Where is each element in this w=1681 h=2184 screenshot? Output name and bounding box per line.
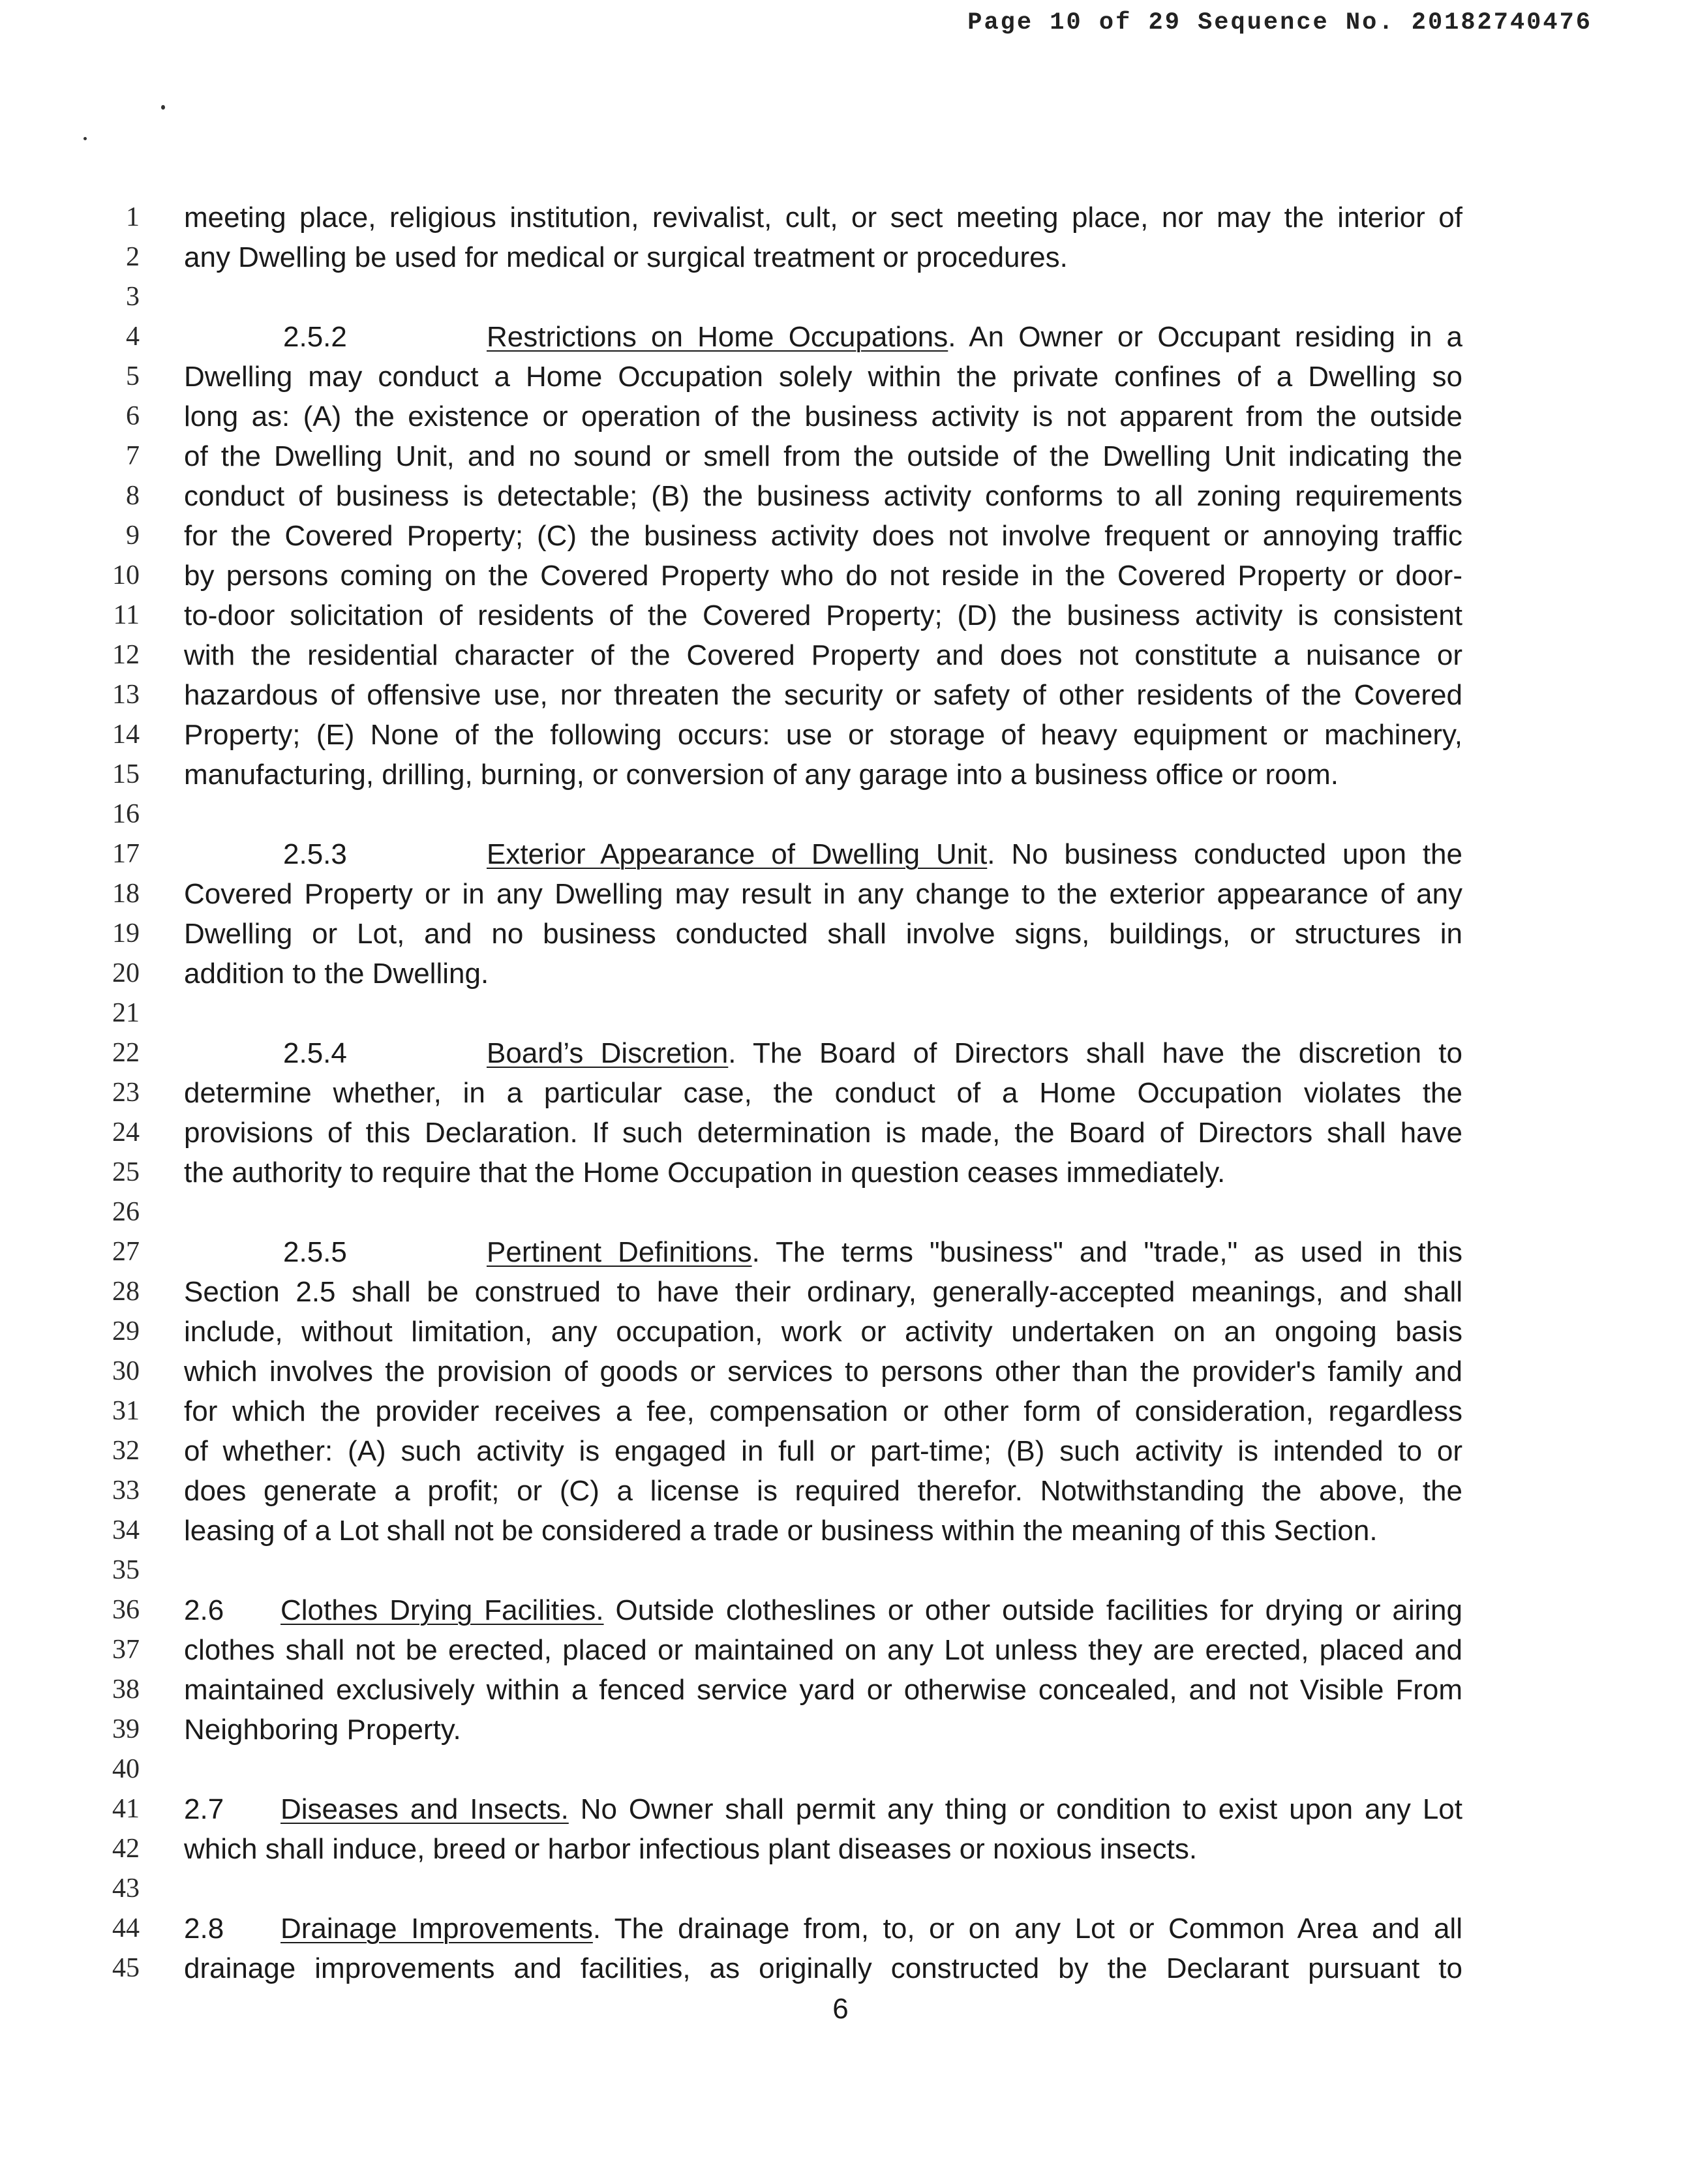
document-body — [0, 198, 1681, 1988]
document-line — [0, 914, 1681, 954]
line-text — [184, 397, 1462, 436]
document-line — [0, 476, 1681, 516]
line-body: . The Board of Directors shall have the discretion to — [728, 1037, 1462, 1069]
line-body: hazardous of offensive use, nor threaten the security or safety of other residents of the Covered — [184, 679, 1462, 711]
line-number: 3 — [126, 282, 140, 312]
line-text — [184, 436, 1462, 476]
document-line — [0, 1869, 1681, 1909]
line-body: of whether: (A) such activity is engaged in full or part-time; (B) such activity is intended to or — [184, 1435, 1462, 1467]
line-body: include, without limitation, any occupation, work or activity undertaken on an ongoing basis — [184, 1316, 1462, 1348]
document-line — [0, 436, 1681, 476]
section-number: 2.7 — [184, 1793, 224, 1825]
line-number: 30 — [112, 1356, 140, 1386]
document-line — [0, 1192, 1681, 1232]
line-text — [184, 1391, 1462, 1431]
line-body: long as: (A) the existence or operation of the business activity is not apparent from the outside — [184, 401, 1462, 432]
document-line — [0, 795, 1681, 834]
line-number: 23 — [112, 1078, 140, 1108]
document-line — [0, 1511, 1681, 1551]
document-line — [0, 1630, 1681, 1670]
scan-speck — [161, 105, 165, 110]
line-text — [184, 1153, 1462, 1192]
section-heading: Drainage Improvements — [280, 1913, 593, 1945]
line-text — [184, 914, 1462, 954]
line-text — [184, 237, 1462, 277]
line-text — [184, 1113, 1462, 1153]
line-number: 2 — [126, 242, 140, 272]
line-number: 24 — [112, 1117, 140, 1147]
scan-speck — [83, 137, 87, 140]
line-text — [184, 834, 1462, 874]
line-body: by persons coming on the Covered Property who do not reside in the Covered Property or door- — [184, 560, 1462, 592]
line-number: 40 — [112, 1754, 140, 1784]
line-number: 44 — [112, 1913, 140, 1943]
line-number: 27 — [112, 1237, 140, 1267]
document-line — [0, 1352, 1681, 1391]
line-body: Dwelling may conduct a Home Occupation solely within the private confines of a Dwelling so — [184, 361, 1462, 393]
document-line — [0, 1551, 1681, 1590]
line-body: determine whether, in a particular case, the conduct of a Home Occupation violates the — [184, 1077, 1462, 1109]
line-text — [184, 1232, 1462, 1272]
line-number: 18 — [112, 879, 140, 909]
section-heading: Clothes Drying Facilities. — [280, 1594, 604, 1626]
line-number: 11 — [113, 600, 140, 630]
document-line — [0, 596, 1681, 635]
line-number: 4 — [126, 322, 140, 352]
document-line — [0, 1153, 1681, 1192]
section-number: 2.5.4 — [283, 1037, 347, 1069]
document-line — [0, 675, 1681, 715]
line-number: 43 — [112, 1873, 140, 1903]
line-number: 37 — [112, 1635, 140, 1665]
line-number: 20 — [112, 958, 140, 988]
line-text — [184, 317, 1462, 357]
page-sequence-stamp: Page 10 of 29 Sequence No. 20182740476 — [967, 9, 1592, 37]
page-number: 6 — [832, 1993, 849, 2025]
line-number: 5 — [126, 361, 140, 391]
line-text — [184, 635, 1462, 675]
line-number: 7 — [126, 441, 140, 471]
document-line — [0, 1909, 1681, 1949]
line-text — [184, 954, 1462, 993]
line-number: 36 — [112, 1595, 140, 1625]
line-text — [184, 1909, 1462, 1949]
document-line — [0, 1033, 1681, 1073]
line-text — [184, 1431, 1462, 1471]
line-text — [184, 675, 1462, 715]
section-number: 2.6 — [184, 1594, 224, 1626]
document-line — [0, 1829, 1681, 1869]
line-text — [184, 1312, 1462, 1352]
document-line — [0, 317, 1681, 357]
document-line — [0, 715, 1681, 755]
section-heading: Board’s Discretion — [487, 1037, 729, 1069]
line-body: Section 2.5 shall be construed to have their ordinary, generally-accepted meanings, and shall — [184, 1276, 1462, 1308]
line-body: Covered Property or in any Dwelling may result in any change to the exterior appearance of any — [184, 878, 1462, 910]
line-body: to-door solicitation of residents of the Covered Property; (D) the business activity is consistent — [184, 599, 1462, 631]
line-number: 13 — [112, 680, 140, 710]
line-body: meeting place, religious institution, revivalist, cult, or sect meeting place, nor may the interior of — [184, 202, 1462, 234]
line-number: 1 — [126, 202, 140, 232]
line-text — [184, 1352, 1462, 1391]
section-number: 2.5.5 — [283, 1236, 347, 1268]
section-number: 2.8 — [184, 1913, 224, 1945]
line-body: leasing of a Lot shall not be considered a trade or business within the meaning of this Section. — [184, 1515, 1378, 1547]
document-line — [0, 198, 1681, 237]
document-line — [0, 556, 1681, 596]
line-text — [184, 1630, 1462, 1670]
line-number: 12 — [112, 640, 140, 670]
line-number: 15 — [112, 759, 140, 789]
document-line — [0, 755, 1681, 795]
document-line — [0, 1073, 1681, 1113]
line-text — [184, 1670, 1462, 1710]
line-number: 14 — [112, 720, 140, 750]
document-line — [0, 237, 1681, 277]
line-body: any Dwelling be used for medical or surgical treatment or procedures. — [184, 241, 1068, 273]
line-number: 31 — [112, 1396, 140, 1426]
line-text — [184, 1949, 1462, 1988]
document-line — [0, 1431, 1681, 1471]
line-number: 10 — [112, 560, 140, 590]
line-body: Property; (E) None of the following occurs: use or storage of heavy equipment or machinery, — [184, 719, 1462, 751]
line-number: 42 — [112, 1834, 140, 1864]
line-text — [184, 1272, 1462, 1312]
line-number: 8 — [126, 481, 140, 511]
document-line — [0, 1670, 1681, 1710]
line-body: for the Covered Property; (C) the business activity does not involve frequent or annoying traffic — [184, 520, 1462, 552]
document-line — [0, 1750, 1681, 1789]
document-line — [0, 1590, 1681, 1630]
document-line — [0, 1391, 1681, 1431]
line-body: with the residential character of the Covered Property and does not constitute a nuisance or — [184, 639, 1462, 671]
line-text — [184, 596, 1462, 635]
document-line — [0, 993, 1681, 1033]
document-line — [0, 1471, 1681, 1511]
line-text — [184, 516, 1462, 556]
section-number: 2.5.3 — [283, 838, 347, 870]
line-text — [184, 1073, 1462, 1113]
document-line — [0, 1272, 1681, 1312]
document-line — [0, 874, 1681, 914]
document-line — [0, 954, 1681, 993]
section-heading: Exterior Appearance of Dwelling Unit — [487, 838, 988, 870]
line-text — [184, 1033, 1462, 1073]
line-body: clothes shall not be erected, placed or maintained on any Lot unless they are erected, placed and — [184, 1634, 1462, 1666]
document-line — [0, 1949, 1681, 1988]
line-body: of the Dwelling Unit, and no sound or smell from the outside of the Dwelling Unit indicating the — [184, 440, 1462, 472]
line-number: 41 — [112, 1794, 140, 1824]
line-body: drainage improvements and facilities, as originally constructed by the Declarant pursuant to — [184, 1952, 1462, 1984]
line-text — [184, 1511, 1462, 1551]
line-number: 35 — [112, 1555, 140, 1585]
document-line — [0, 277, 1681, 317]
line-body: does generate a profit; or (C) a license is required therefor. Notwithstanding the above, the — [184, 1475, 1462, 1507]
document-line — [0, 397, 1681, 436]
line-text — [184, 1829, 1462, 1869]
line-number: 6 — [126, 401, 140, 431]
line-text — [184, 715, 1462, 755]
line-text — [184, 1471, 1462, 1511]
document-line — [0, 516, 1681, 556]
line-body: . An Owner or Occupant residing in a — [948, 321, 1463, 353]
document-line — [0, 834, 1681, 874]
line-number: 34 — [112, 1515, 140, 1545]
line-body: addition to the Dwelling. — [184, 958, 489, 990]
line-text — [184, 755, 1462, 795]
line-number: 45 — [112, 1953, 140, 1983]
line-text — [184, 556, 1462, 596]
line-body: conduct of business is detectable; (B) the business activity conforms to all zoning requirements — [184, 480, 1462, 512]
line-body: No Owner shall permit any thing or condition to exist upon any Lot — [568, 1793, 1462, 1825]
line-number: 9 — [126, 521, 140, 551]
line-number: 28 — [112, 1277, 140, 1307]
section-number: 2.5.2 — [283, 321, 347, 353]
line-body: the authority to require that the Home Occupation in question ceases immediately. — [184, 1157, 1226, 1189]
line-text — [184, 198, 1462, 237]
line-number: 16 — [112, 799, 140, 829]
line-number: 33 — [112, 1476, 140, 1506]
line-text — [184, 874, 1462, 914]
line-body: Dwelling or Lot, and no business conducted shall involve signs, buildings, or structures in — [184, 918, 1462, 950]
line-number: 21 — [112, 998, 140, 1028]
line-body: which involves the provision of goods or services to persons other than the provider's family and — [184, 1356, 1462, 1388]
document-line — [0, 357, 1681, 397]
document-line — [0, 1113, 1681, 1153]
line-text — [184, 476, 1462, 516]
line-number: 25 — [112, 1157, 140, 1187]
line-number: 19 — [112, 918, 140, 948]
line-text — [184, 1590, 1462, 1630]
line-number: 39 — [112, 1714, 140, 1744]
document-line — [0, 1710, 1681, 1750]
document-line — [0, 1232, 1681, 1272]
line-number: 29 — [112, 1316, 140, 1346]
document-line — [0, 1312, 1681, 1352]
line-body: provisions of this Declaration. If such determination is made, the Board of Directors shall have — [184, 1117, 1462, 1149]
line-number: 38 — [112, 1675, 140, 1705]
line-number: 22 — [112, 1038, 140, 1068]
line-body: Outside clotheslines or other outside facilities for drying or airing — [603, 1594, 1462, 1626]
line-number: 26 — [112, 1197, 140, 1227]
line-number: 32 — [112, 1436, 140, 1466]
line-number: 17 — [112, 839, 140, 869]
document-line — [0, 635, 1681, 675]
line-text — [184, 1710, 1462, 1750]
line-text — [184, 357, 1462, 397]
line-body: Neighboring Property. — [184, 1714, 461, 1746]
line-body: manufacturing, drilling, burning, or conversion of any garage into a business office or room. — [184, 759, 1339, 791]
line-body: . The drainage from, to, or on any Lot or Common Area and all — [592, 1913, 1462, 1945]
line-body: . The terms "business" and "trade," as used in this — [751, 1236, 1463, 1268]
line-body: for which the provider receives a fee, compensation or other form of consideration, regardless — [184, 1395, 1462, 1427]
line-body: . No business conducted upon the — [987, 838, 1462, 870]
document-line — [0, 1789, 1681, 1829]
section-heading: Restrictions on Home Occupations — [487, 321, 948, 353]
line-text — [184, 1789, 1462, 1829]
line-body: maintained exclusively within a fenced service yard or otherwise concealed, and not Visible From — [184, 1674, 1462, 1706]
section-heading: Pertinent Definitions — [487, 1236, 752, 1268]
line-body: which shall induce, breed or harbor infectious plant diseases or noxious insects. — [184, 1833, 1198, 1865]
section-heading: Diseases and Insects. — [280, 1793, 569, 1825]
